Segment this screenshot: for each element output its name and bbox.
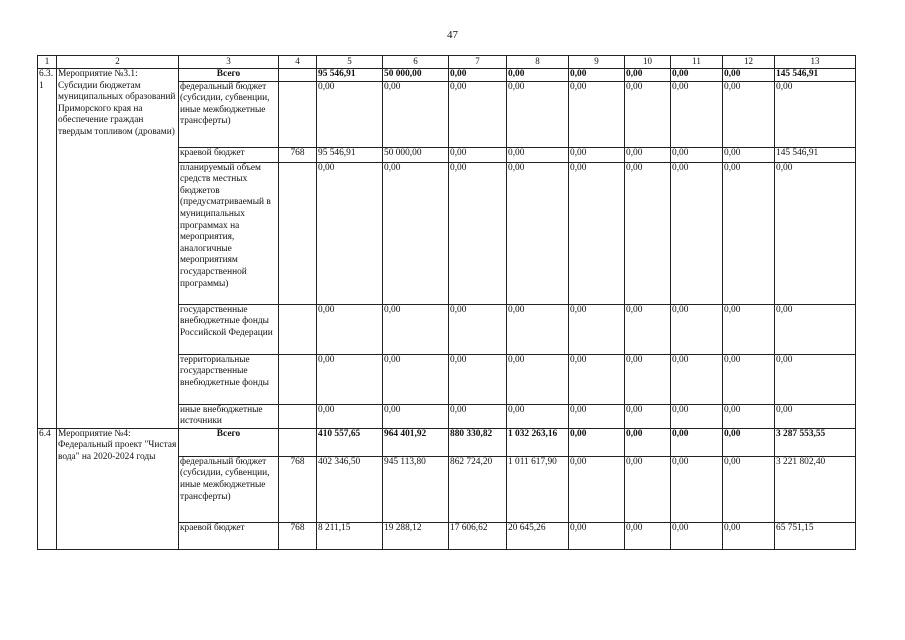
amount-cell: 0,00 [671,404,723,428]
amount-cell: 880 330,82 [449,428,507,456]
amount-cell: 0,00 [723,522,775,549]
column-header: 13 [775,56,856,69]
amount-cell: 0,00 [723,428,775,456]
column-header: 11 [671,56,723,69]
grbs-code: 768 [279,147,317,162]
amount-cell: 0,00 [449,354,507,404]
amount-cell: 0,00 [383,81,449,147]
amount-cell: 0,00 [775,304,856,354]
funding-source: планируемый объем средств местных бюджетов (предусматриваемый в муниципальных программах на мероприятия, аналогичные мероприятиям государственной программы) [179,162,279,304]
amount-cell: 1 011 617,90 [507,456,569,522]
table-row [38,69,856,82]
amount-cell: 0,00 [317,404,383,428]
grbs-code [279,304,317,354]
amount-cell: 0,00 [723,147,775,162]
amount-cell: 8 211,15 [317,522,383,549]
amount-cell: 0,00 [449,162,507,304]
amount-cell: 862 724,20 [449,456,507,522]
amount-cell: 0,00 [507,304,569,354]
amount-cell: 0,00 [625,354,671,404]
grbs-code [279,69,317,82]
amount-cell: 0,00 [507,147,569,162]
column-header: 1 [38,56,57,69]
amount-cell: 0,00 [383,162,449,304]
amount-cell: 95 546,91 [317,69,383,82]
amount-cell: 0,00 [625,428,671,456]
amount-cell: 0,00 [449,69,507,82]
grbs-code [279,162,317,304]
amount-cell: 0,00 [723,69,775,82]
amount-cell: 0,00 [569,162,625,304]
amount-cell: 17 606,62 [449,522,507,549]
amount-cell: 3 221 802,40 [775,456,856,522]
grbs-code: 768 [279,456,317,522]
amount-cell: 0,00 [625,304,671,354]
amount-cell: 19 288,12 [383,522,449,549]
amount-cell: 3 287 553,55 [775,428,856,456]
amount-cell: 0,00 [775,81,856,147]
amount-cell: 95 546,91 [317,147,383,162]
amount-cell: 0,00 [507,81,569,147]
amount-cell: 0,00 [507,162,569,304]
amount-cell: 0,00 [625,522,671,549]
column-header: 4 [279,56,317,69]
amount-cell: 0,00 [317,162,383,304]
page-number: 47 [447,29,458,41]
table-row [38,428,856,456]
column-header: 7 [449,56,507,69]
amount-cell: 0,00 [723,81,775,147]
amount-cell: 964 401,92 [383,428,449,456]
amount-cell: 50 000,00 [383,147,449,162]
amount-cell: 0,00 [671,428,723,456]
amount-cell: 0,00 [671,81,723,147]
funding-source: Всего [179,69,279,82]
amount-cell: 0,00 [775,404,856,428]
amount-cell: 0,00 [569,456,625,522]
funding-source: краевой бюджет [179,522,279,549]
amount-cell: 0,00 [569,404,625,428]
amount-cell: 0,00 [569,147,625,162]
amount-cell: 0,00 [569,522,625,549]
amount-cell: 0,00 [723,162,775,304]
amount-cell: 0,00 [723,354,775,404]
amount-cell: 0,00 [625,81,671,147]
amount-cell: 0,00 [317,354,383,404]
funding-source: федеральный бюджет (субсидии, субвенции, иные межбюджетные трансферты) [179,456,279,522]
amount-cell: 0,00 [671,69,723,82]
amount-cell: 0,00 [449,304,507,354]
amount-cell: 0,00 [671,147,723,162]
funding-source: государственные внебюджетные фонды Российской Федерации [179,304,279,354]
amount-cell: 0,00 [671,456,723,522]
amount-cell: 0,00 [383,354,449,404]
amount-cell: 0,00 [383,404,449,428]
amount-cell: 0,00 [671,522,723,549]
grbs-code [279,428,317,456]
grbs-code: 768 [279,522,317,549]
table-body [38,56,856,550]
amount-cell: 1 032 263,16 [507,428,569,456]
measure-name: Мероприятие №4: Федеральный проект "Чистая вода" на 2020-2024 годы [57,428,179,549]
amount-cell: 0,00 [671,354,723,404]
amount-cell: 0,00 [625,404,671,428]
column-header: 6 [383,56,449,69]
amount-cell: 0,00 [317,81,383,147]
funding-source: иные внебюджетные источники [179,404,279,428]
amount-cell: 20 645,26 [507,522,569,549]
column-header: 8 [507,56,569,69]
amount-cell: 0,00 [507,69,569,82]
funding-source: федеральный бюджет (субсидии, субвенции, иные межбюджетные трансферты) [179,81,279,147]
grbs-code [279,354,317,404]
amount-cell: 0,00 [317,304,383,354]
amount-cell: 0,00 [449,404,507,428]
amount-cell: 145 546,91 [775,69,856,82]
amount-cell: 0,00 [449,147,507,162]
column-header: 3 [179,56,279,69]
amount-cell: 0,00 [383,304,449,354]
row-code: 6.3.1 [38,69,57,429]
amount-cell: 410 557,65 [317,428,383,456]
funding-source: краевой бюджет [179,147,279,162]
amount-cell: 65 751,15 [775,522,856,549]
funding-source: Всего [179,428,279,456]
amount-cell: 0,00 [625,456,671,522]
grbs-code [279,81,317,147]
amount-cell: 145 546,91 [775,147,856,162]
column-header: 2 [57,56,179,69]
amount-cell: 0,00 [671,304,723,354]
amount-cell: 0,00 [671,162,723,304]
amount-cell: 0,00 [569,428,625,456]
column-header: 5 [317,56,383,69]
amount-cell: 0,00 [569,304,625,354]
budget-table [37,55,856,550]
amount-cell: 0,00 [723,404,775,428]
funding-source: территориальные государственные внебюджетные фонды [179,354,279,404]
amount-cell: 0,00 [723,456,775,522]
amount-cell: 0,00 [569,354,625,404]
amount-cell: 402 346,50 [317,456,383,522]
amount-cell: 0,00 [507,354,569,404]
amount-cell: 0,00 [723,304,775,354]
grbs-code [279,404,317,428]
column-header: 10 [625,56,671,69]
measure-name: Мероприятие №3.1: Субсидии бюджетам муниципальных образований Приморского края на обеспечение граждан твердым топливом (дровами) [57,69,179,429]
amount-cell: 0,00 [449,81,507,147]
amount-cell: 0,00 [569,81,625,147]
amount-cell: 0,00 [775,354,856,404]
amount-cell: 0,00 [507,404,569,428]
amount-cell: 50 000,00 [383,69,449,82]
header-row [38,56,856,69]
column-header: 9 [569,56,625,69]
amount-cell: 945 113,80 [383,456,449,522]
amount-cell: 0,00 [775,162,856,304]
amount-cell: 0,00 [625,147,671,162]
amount-cell: 0,00 [625,162,671,304]
amount-cell: 0,00 [625,69,671,82]
amount-cell: 0,00 [569,69,625,82]
row-code: 6.4 [38,428,57,549]
column-header: 12 [723,56,775,69]
